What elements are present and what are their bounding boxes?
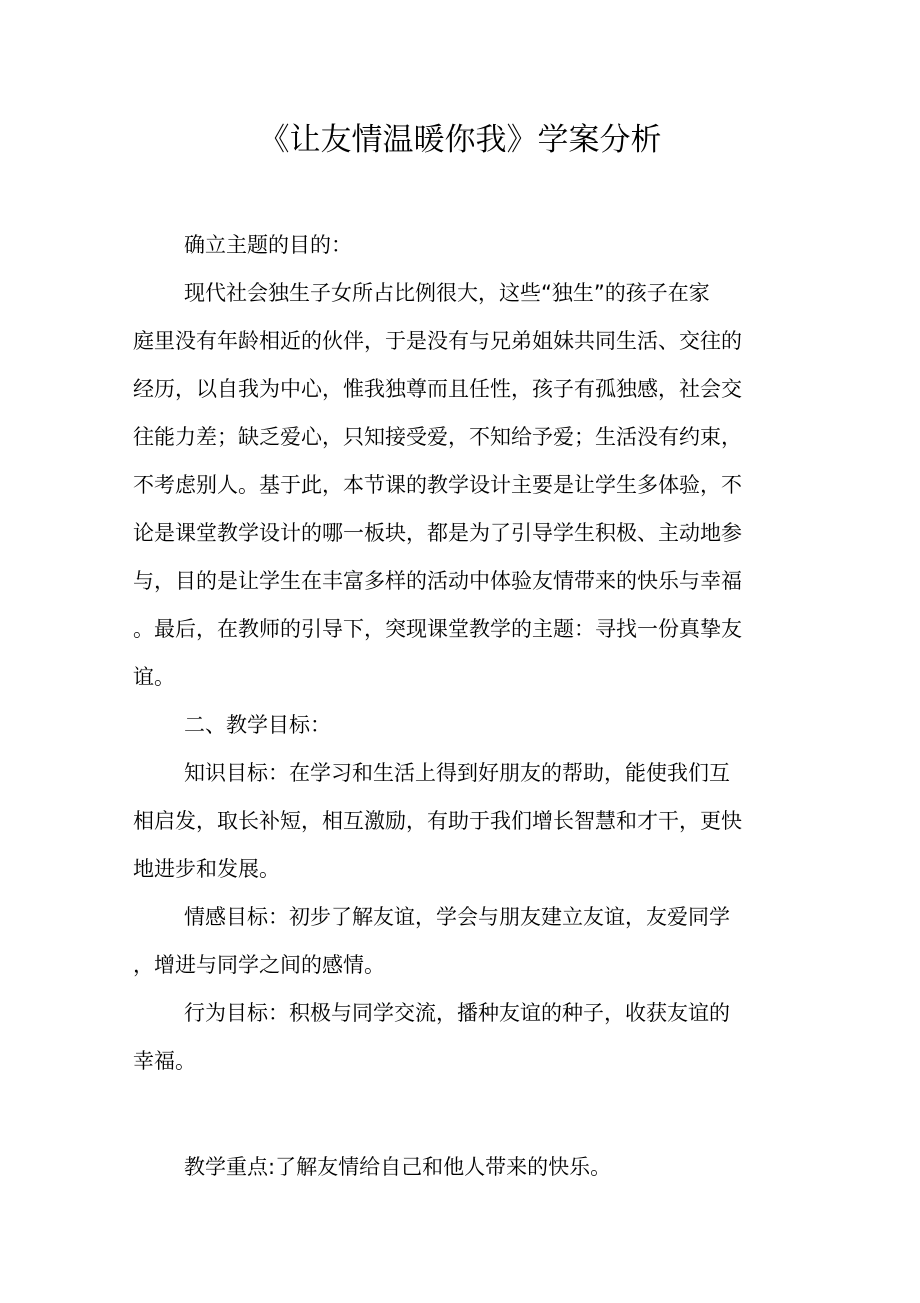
knowledge-goal-line: 知识目标：在学习和生活上得到好朋友的帮助，能使我们互 (184, 761, 730, 785)
document-title: 《让友情温暖你我》学案分析 (258, 122, 662, 158)
behavior-goal-line: 行为目标：积极与同学交流，播种友谊的种子，收获友谊的 (184, 1001, 730, 1025)
heading-goals: 二、教学目标： (184, 713, 331, 737)
paragraph-line: 经历，以自我为中心，惟我独尊而且任性，孩子有孤独感，社会交 (133, 377, 742, 401)
knowledge-goal-line: 相启发，取长补短，相互激励，有助于我们增长智慧和才干，更快 (133, 809, 742, 833)
paragraph-line: 现代社会独生子女所占比例很大，这些“独生”的孩子在家 (184, 281, 710, 305)
paragraph-line: 谊。 (133, 665, 175, 689)
paragraph-line: 往能力差；缺乏爱心，只知接受爱，不知给予爱；生活没有约束， (133, 425, 742, 449)
heading-purpose: 确立主题的目的： (184, 233, 352, 257)
paragraph-line: 不考虑别人。基于此，本节课的教学设计主要是让学生多体验，不 (133, 473, 742, 497)
emotion-goal-line: ，增进与同学之间的感情。 (133, 953, 385, 977)
behavior-goal-line: 幸福。 (133, 1049, 196, 1073)
paragraph-line: 与，目的是让学生在丰富多样的活动中体验友情带来的快乐与幸福 (133, 569, 742, 593)
key-point: 教学重点:了解友情给自己和他人带来的快乐。 (184, 1155, 612, 1179)
paragraph-line: 论是课堂教学设计的哪一板块，都是为了引导学生积极、主动地参 (133, 521, 742, 545)
knowledge-goal-line: 地进步和发展。 (133, 857, 280, 881)
emotion-goal-line: 情感目标：初步了解友谊，学会与朋友建立友谊，友爱同学 (184, 905, 730, 929)
paragraph-line: 。最后，在教师的引导下，突现课堂教学的主题：寻找一份真挚友 (133, 617, 742, 641)
paragraph-line: 庭里没有年龄相近的伙伴，于是没有与兄弟姐妹共同生活、交往的 (133, 329, 742, 353)
